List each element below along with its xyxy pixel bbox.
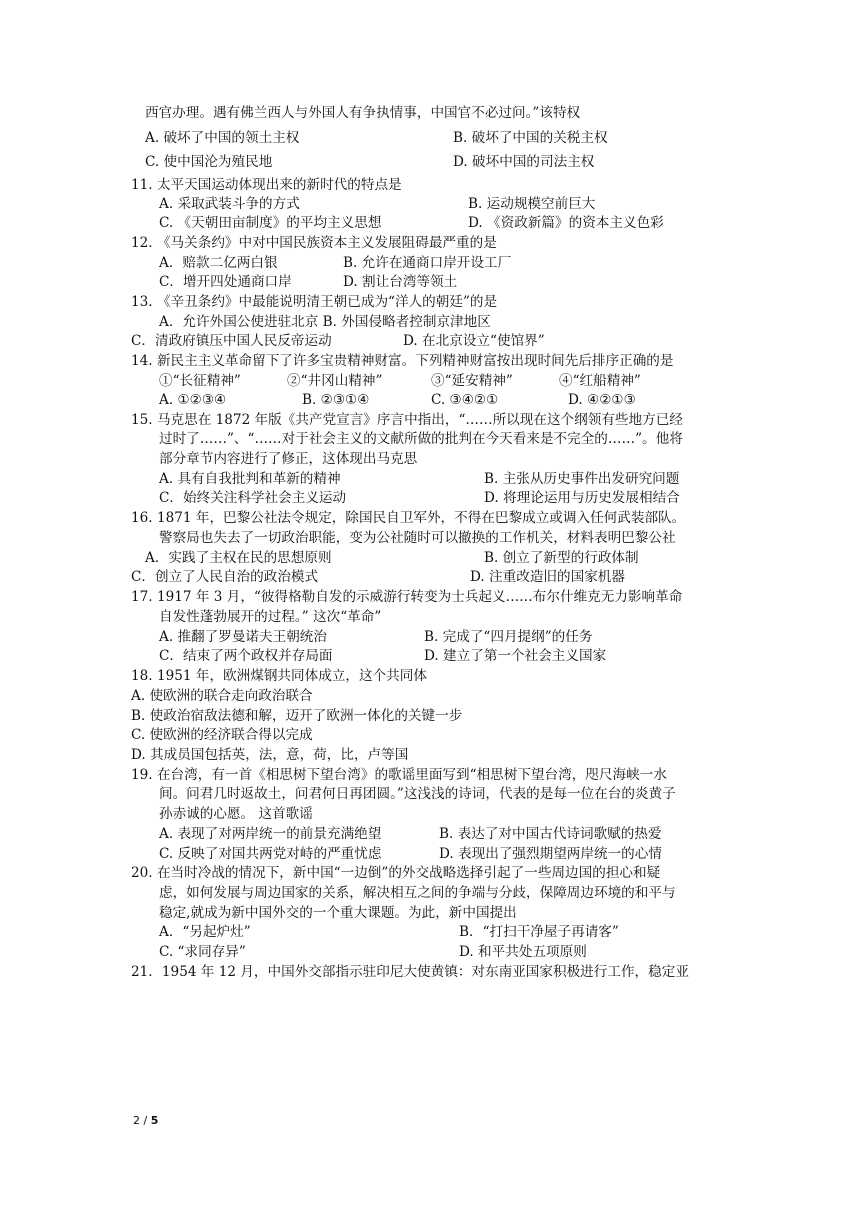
text-line: A．实践了主权在民的思想原则 <box>145 550 332 566</box>
text-line: ③“延安精神” <box>431 373 513 389</box>
text-line: B. ②③①④ <box>302 392 370 408</box>
text-line: ①“长征精神” <box>159 373 241 389</box>
text-line: D. 割让台湾等领土 <box>343 274 458 290</box>
text-line: D. 将理论运用与历史发展相结合 <box>484 490 680 506</box>
text-line: 19. 在台湾，有一首《相思树下望台湾》的歌谣里面写到“相思树下望台湾，咫尺海峡一水 <box>131 767 667 783</box>
text-line: C. “求同存异” <box>159 944 246 960</box>
text-line: 20. 在当时冷战的情况下，新中国“一边倒”的外交战略选择引起了一些周边国的担心和疑 <box>131 865 661 881</box>
text-line: ②“井冈山精神” <box>287 373 383 389</box>
page-number: 2 / 5 <box>133 1114 159 1127</box>
text-line: A. 表现了对两岸统一的前景充满绝望 <box>159 826 382 842</box>
text-line: B. 使政治宿敌法德和解，迈开了欧洲一体化的关键一步 <box>131 708 463 724</box>
text-line: D. ④②①③ <box>568 392 636 408</box>
text-line: B. 表达了对中国古代诗词歌赋的热爱 <box>439 826 662 842</box>
text-line: D. 其成员国包括英，法，意，荷，比，卢等国 <box>131 747 409 763</box>
text-line: 15. 马克思在 1872 年版《共产党宣言》序言中指出，“……所以现在这个纲领有些地方已经 <box>131 412 683 428</box>
text-line: A．赔款二亿两白银 <box>159 255 278 271</box>
text-line: 11. 太平天国运动体现出来的新时代的特点是 <box>131 177 402 193</box>
text-line: 过时了……”、“……对于社会主义的文献所做的批判在今天看来是不完全的……”。他将 <box>159 431 683 447</box>
text-line: A. 具有自我批判和革新的精神 <box>159 471 341 487</box>
text-line: 21．1954 年 12 月，中国外交部指示驻印尼大使黄镇：对东南亚国家积极进行工作，稳定亚 <box>131 964 689 980</box>
text-line: C. 使欧洲的经济联合得以完成 <box>131 727 313 743</box>
text-line: D. 建立了第一个社会主义国家 <box>424 648 607 664</box>
text-line: B．“打扫干净屋子再请客” <box>459 924 619 940</box>
text-line: D. 表现出了强烈期望两岸统一的心情 <box>439 846 662 862</box>
text-line: B. 主张从历史事件出发研究问题 <box>484 471 680 487</box>
text-line: 16. 1871 年，巴黎公社法令规定，除国民自卫军外，不得在巴黎成立或调入任何武装部队。 <box>131 510 686 526</box>
text-line: C. 反映了对国共两党对峙的严重忧虑 <box>159 846 382 862</box>
text-line: C. ③④②① <box>431 392 499 408</box>
text-line: 18. 1951 年，欧洲煤钢共同体成立，这个共同体 <box>131 668 427 684</box>
text-line: A. 推翻了罗曼诺夫王朝统治 <box>159 629 327 645</box>
text-line: B. 创立了新型的行政体制 <box>484 550 639 566</box>
text-line: C. 《天朝田亩制度》的平均主义思想 <box>159 215 382 231</box>
text-line: B. 允许在通商口岸开设工厂 <box>343 255 512 271</box>
text-line: C．清政府镇压中国人民反帝运动 <box>131 333 332 349</box>
text-line: B. 运动规模空前巨大 <box>468 196 596 212</box>
text-line: C．创立了人民自治的政治模式 <box>131 569 319 585</box>
text-line: D. 注重改造旧的国家机器 <box>470 569 625 585</box>
text-line: 虑，如何发展与周边国家的关系，解决相互之间的争端与分歧，保障周边环境的和平与 <box>159 885 676 901</box>
text-line: 稳定,就成为新中国外交的一个重大课题。为此，新中国提出 <box>159 905 517 921</box>
text-line: 西官办理。遇有佛兰西人与外国人有争执情事，中国官不必过问。”该特权 <box>145 105 581 121</box>
text-line: 自发性蓬勃展开的过程。” 这次“革命” <box>159 609 382 625</box>
text-line: D. 破坏中国的司法主权 <box>453 154 595 170</box>
text-line: 17. 1917 年 3 月，“彼得格勒自发的示威游行转变为士兵起义……布尔什维克无力影响革命 <box>131 589 683 605</box>
text-line: D. 在北京设立“使馆界” <box>403 333 545 349</box>
text-line: A．允许外国公使进驻北京 B. 外国侵略者控制京津地区 <box>159 314 491 330</box>
text-line: A. 破坏了中国的领土主权 <box>145 130 300 146</box>
text-line: ④“红船精神” <box>559 373 641 389</box>
text-line: 警察局也失去了一切政治职能，变为公社随时可以撤换的工作机关，材料表明巴黎公社 <box>159 530 676 546</box>
text-line: D. 《资政新篇》的资本主义色彩 <box>468 215 664 231</box>
text-line: C．始终关注科学社会主义运动 <box>159 490 347 506</box>
text-line: B. 破坏了中国的关税主权 <box>453 130 608 146</box>
text-line: C. 使中国沦为殖民地 <box>145 154 273 170</box>
text-line: A. 采取武装斗争的方式 <box>159 196 300 212</box>
text-line: 部分章节内容进行了修正，这体现出马克思 <box>159 451 418 467</box>
text-line: B. 完成了“四月提纲”的任务 <box>424 629 593 645</box>
text-line: A. ①②③④ <box>159 392 227 408</box>
text-line: 13. 《辛丑条约》中最能说明清王朝已成为“洋人的朝廷”的是 <box>131 294 498 310</box>
text-line: 14. 新民主主义革命留下了许多宝贵精神财富。下列精神财富按出现时间先后排序正确的是 <box>131 353 674 369</box>
text-line: A．“另起炉灶” <box>159 924 251 940</box>
text-line: A. 使欧洲的联合走向政治联合 <box>131 688 313 704</box>
text-line: 12. 《马关条约》中对中国民族资本主义发展阻碍最严重的是 <box>131 235 497 251</box>
text-line: C．结束了两个政权并存局面 <box>159 648 333 664</box>
text-line: C．增开四处通商口岸 <box>159 274 292 290</box>
text-line: 孙赤诚的心愿。 这首歌谣 <box>159 806 313 822</box>
text-line: D. 和平共处五项原则 <box>459 944 587 960</box>
text-line: 间。问君几时返故土，问君何日再团圆。”这浅浅的诗词，代表的是每一位在台的炎黄子 <box>159 786 676 802</box>
